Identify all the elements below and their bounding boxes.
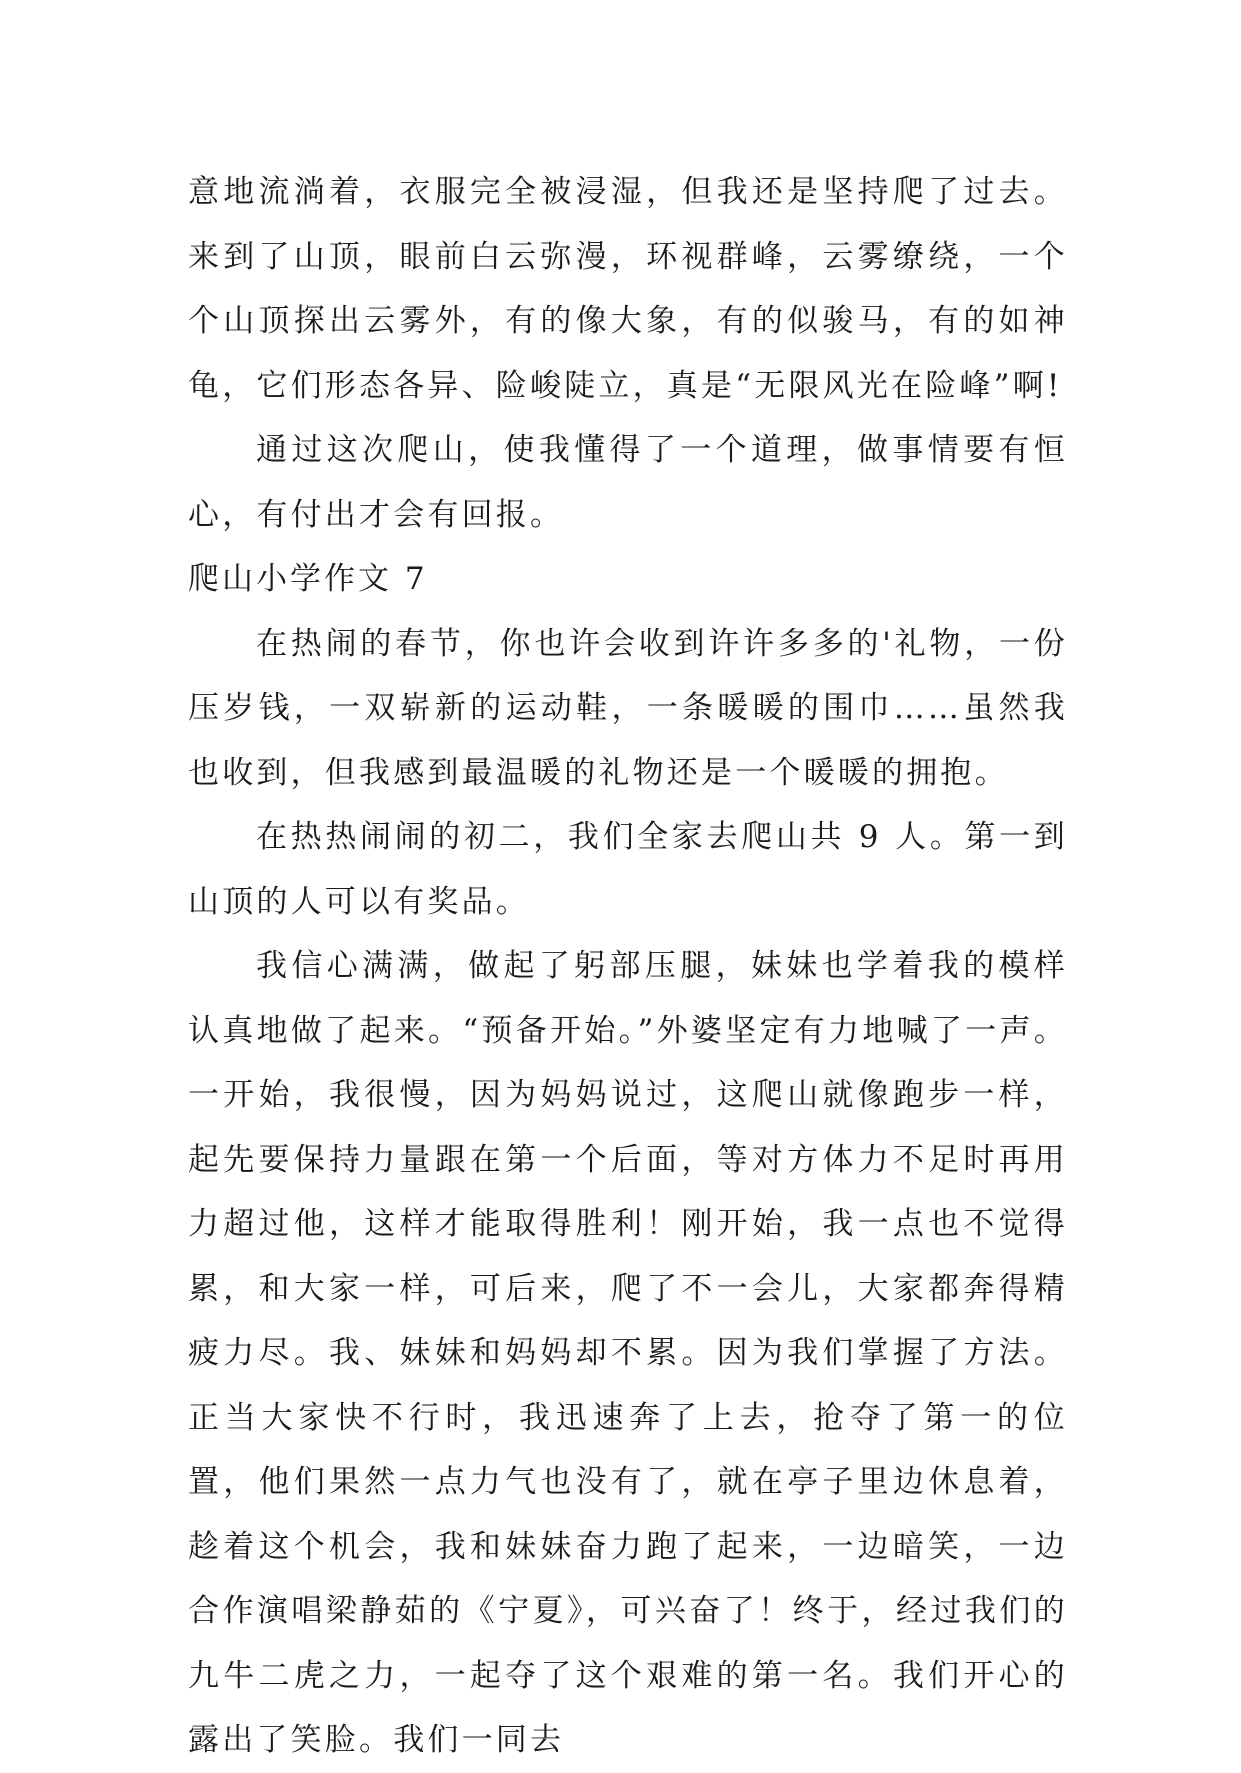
paragraph-race: 我信心满满，做起了躬部压腿，妹妹也学着我的模样认真地做了起来。“预备开始。”外婆坚定有力地喊了一声。一开始，我很慢，因为妈妈说过，这爬山就像跑步一样，起先要保持力量跟在第一个后面，等对方体力不足时再用力超过他，这样才能取得胜利！刚开始，我一点也不觉得累，和大家一样，可后来，爬了不一会儿，大家都奔得精疲力尽。我、妹妹和妈妈却不累。因为我们掌握了方法。正当大家快不行时，我迅速奔了上去，抢夺了第一的位置，他们果然一点力气也没有了，就在亭子里边休息着，趁着这个机会，我和妹妹奋力跑了起来，一边暗笑，一边合作演唱梁静茹的《宁夏》，可兴奋了！终于，经过我们的九牛二虎之力，一起夺了这个艰难的第一名。我们开心的露出了笑脸。我们一同去	[188, 948, 1068, 1758]
paragraph-continuation: 意地流淌着，衣服完全被浸湿，但我还是坚持爬了过去。来到了山顶，眼前白云弥漫，环视群峰，云雾缭绕，一个个山顶探出云雾外，有的像大象，有的似骏马，有的如神龟，它们形态各异、险峻陡立，真是“无限风光在险峰”啊!	[188, 174, 1068, 404]
document-body	[188, 160, 1068, 1773]
paragraph-spring-festival: 在热闹的春节，你也许会收到许许多多的'礼物，一份压岁钱，一双崭新的运动鞋，一条暖暖的围巾……虽然我也收到，但我感到最温暖的礼物还是一个暖暖的拥抱。	[188, 625, 1068, 791]
paragraph-family-climb: 在热热闹闹的初二，我们全家去爬山共 9 人。第一到山顶的人可以有奖品。	[188, 819, 1068, 920]
section-heading: 爬山小学作文 7	[188, 561, 428, 597]
paragraph-lesson: 通过这次爬山，使我懂得了一个道理，做事情要有恒心，有付出才会有回报。	[188, 432, 1068, 533]
